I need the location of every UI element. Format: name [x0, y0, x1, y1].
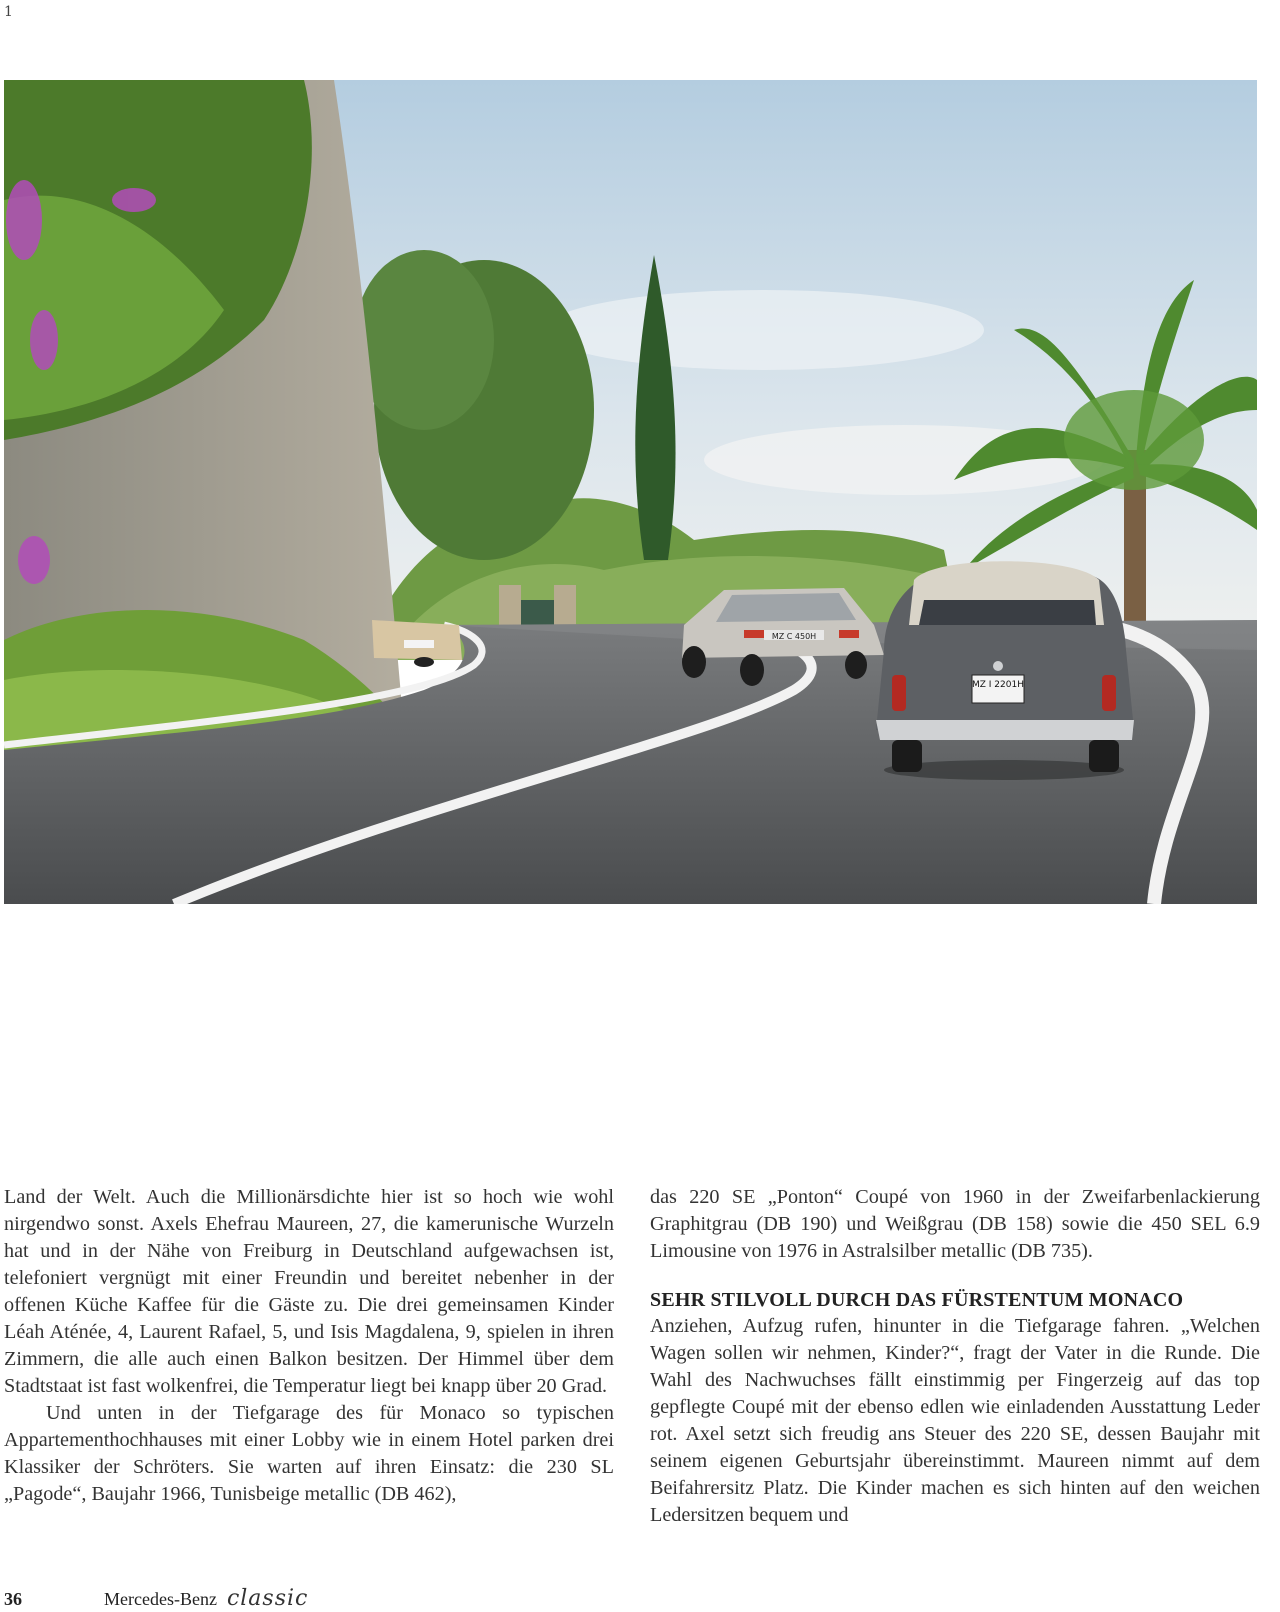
paragraph: Und unten in der Tiefgarage des für Monaco so typischen Appartementhochhauses mit einer Lobby wie in einem Hotel parken drei Klassiker der Schröters. Sie warten auf ihren Einsatz: die 230 SL „Pagode“, Baujahr 1966, Tunisbeige metallic (DB 462), [4, 1402, 614, 1505]
plate-ponton: MZ I 2201H [972, 680, 1024, 690]
plate-sel: MZ C 450H [771, 632, 817, 641]
paragraph: Anziehen, Aufzug rufen, hinunter in die Tiefgarage fahren. „Welchen Wagen sollen wir nehmen, Kinder?“, fragt der Vater in die Runde. Die Wahl des Nachwuchses fällt einstimmig per Fingerzeig auf das top gepflegte Coupé mit der ebenso edlen wie einladenden Ausstattung Leder rot. Axel setzt sich freudig ans Steuer des 220 SE, dessen Baujahr mit seinem eigenen Geburtsjahr übereinstimmt. Maureen nimmt auf dem Beifahrersitz Platz. Die Kinder machen es sich hinten auf den weichen Ledersitzen bequem und [650, 1315, 1260, 1526]
article-photo [4, 80, 1257, 904]
page-footer [4, 1586, 308, 1612]
magazine-brand-script: classic [226, 1586, 309, 1611]
article-column-left [4, 1184, 614, 1508]
paragraph: das 220 SE „Ponton“ Coupé von 1960 in der Zweifarbenlackierung Graphitgrau (DB 190) und Weißgrau (DB 158) sowie die 450 SEL 6.9 Limousine von 1976 in Astralsilber metallic (DB 735). [650, 1186, 1260, 1262]
page-number: 36 [4, 1589, 22, 1609]
paragraph: Land der Welt. Auch die Millionärsdichte hier ist so hoch wie wohl nirgendwo sonst. Axels Ehefrau Maureen, 27, die kamerunische Wurzeln hat und in der Nähe von Freiburg in Deutschland aufgewachsen ist, telefoniert vergnügt mit einer Freundin und bereitet nebenher in der offenen Küche Kaffee für die Gäste zu. Die drei gemeinsamen Kinder Léah Aténée, 4, Laurent Rafael, 5, und Isis Magdalena, 9, spielen in ihren Zimmern, die alle auch einen Balkon besitzen. Der Himmel über dem Stadtstaat ist fast wolkenfrei, die Temperatur liegt bei knapp über 20 Grad. [4, 1186, 614, 1397]
magazine-brand: Mercedes-Benz [104, 1589, 217, 1609]
section-subheading: SEHR STILVOLL DURCH DAS FÜRSTENTUM MONACO [650, 1289, 1184, 1311]
article-column-right [650, 1184, 1260, 1529]
page-index: 1 [4, 4, 13, 20]
